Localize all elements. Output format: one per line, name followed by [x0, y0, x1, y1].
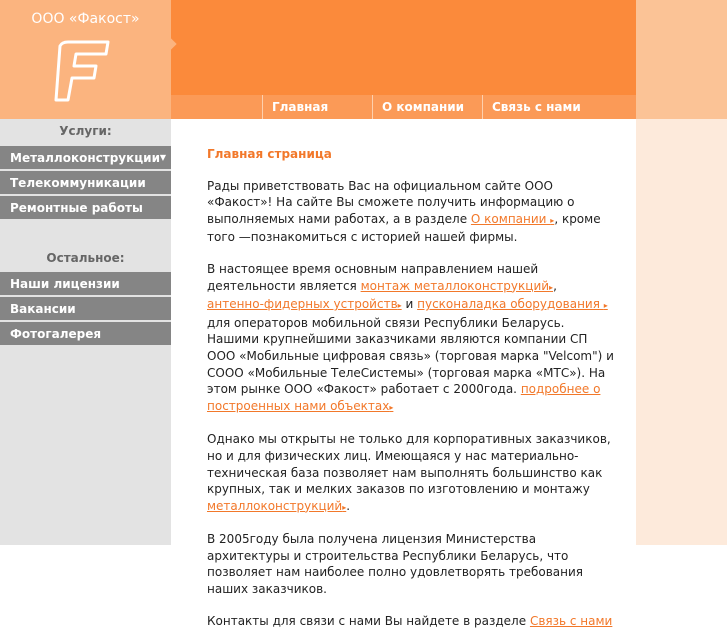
main-content: [207, 146, 615, 644]
nav-home[interactable]: Главная: [262, 95, 372, 119]
link-commissioning[interactable]: [417, 297, 608, 311]
paragraph-clients: [207, 431, 615, 516]
text: и: [405, 297, 414, 312]
paragraph-welcome: [207, 178, 615, 246]
other-title: Остальное:: [46, 251, 125, 265]
services-title: Услуги:: [59, 124, 112, 138]
sidebar-item-label: Металлоконструкции: [10, 151, 160, 165]
link-text: металлоконструкций: [207, 498, 343, 513]
nav-contact[interactable]: Связь с нами: [482, 95, 636, 119]
text: , кроме того —познакомиться с историей нашей фирмы.: [207, 211, 601, 245]
page-title: Главная страница: [207, 147, 332, 161]
link-contact[interactable]: Связь с нами: [529, 613, 613, 628]
text: .: [346, 498, 351, 513]
nav-about[interactable]: О компании: [372, 95, 482, 119]
link-text: пусконаладка оборудования: [417, 297, 600, 312]
sidebar-item-licenses[interactable]: Наши лицензии: [0, 272, 171, 296]
sidebar-item-telecom[interactable]: Телекоммуникации: [0, 171, 171, 195]
link-text: антенно-фидерных устройств: [207, 297, 398, 312]
link-text: О компании: [470, 211, 547, 226]
arrow-right-icon: ▸: [603, 301, 608, 311]
arrow-right-icon: ▸: [397, 301, 402, 311]
text: Контакты для связи с нами Вы найдете в разделе: [207, 613, 527, 628]
text: Рады приветствовать Вас на официальном сайте ООО «Факост»! На сайте Вы сможете получить информацию о выполняемых нами работах, а в разделе: [207, 178, 575, 226]
sidebar-item-repair[interactable]: Ремонтные работы: [0, 196, 171, 220]
text: В настоящее время основным направлением нашей деятельности является: [207, 261, 539, 293]
text: Однако мы открыты не только для корпоративных заказчиков, но и для физических лиц. Имеющаяся у нас материально-техническая база позволяет нам выполнять большинство как крупных, так и мелких заказов по изготовлению и монтажу: [207, 432, 611, 497]
triangle-down-icon: ▼: [159, 153, 166, 162]
paragraph-license: В 2005году была получена лицензия Министерства архитектуры и строительства Республики Беларусь, что позволяет нам наиболее полно удовлетворять требования наших заказчиков.: [207, 532, 583, 597]
header-banner: [171, 0, 636, 95]
arrow-right-icon: ▸: [549, 282, 554, 292]
link-text: подробнее о построенных нами объектах: [207, 382, 601, 413]
company-logo-icon[interactable]: [52, 38, 114, 110]
link-metal-mounting[interactable]: [361, 279, 553, 293]
arrow-right-icon: ▸: [342, 502, 347, 512]
link-text: монтаж металлоконструкций: [360, 278, 550, 293]
top-nav: [171, 95, 636, 119]
sidebar-item-metal[interactable]: [0, 146, 171, 170]
link-antenna-devices[interactable]: [207, 297, 402, 311]
paragraph-contacts: [207, 613, 615, 630]
sidebar-item-gallery[interactable]: Фотогалерея: [0, 322, 171, 346]
link-about[interactable]: [471, 212, 554, 226]
sidebar: [0, 119, 171, 545]
paragraph-activity: [207, 261, 615, 416]
link-metalwork[interactable]: [207, 499, 346, 513]
arrow-right-icon: ▸: [389, 402, 394, 412]
header-right-area: [636, 0, 727, 119]
arrow-right-icon: ▸: [550, 215, 555, 225]
company-name: ООО «Факост»: [31, 11, 140, 27]
text: ,: [553, 278, 557, 293]
sidebar-item-vacancies[interactable]: Вакансии: [0, 297, 171, 321]
right-strip: [636, 119, 727, 545]
text: для операторов мобильной связи Республики Беларусь. Нашими крупнейшими заказчиками являются компании СП ООО «Мобильные цифровая связь» (торговая марка "Velcom") и СООО «Мобильные ТелеСистемы» (торговая марка «МТС»). На этом рынке ООО «Факост» работает с 2000года.: [207, 315, 614, 397]
